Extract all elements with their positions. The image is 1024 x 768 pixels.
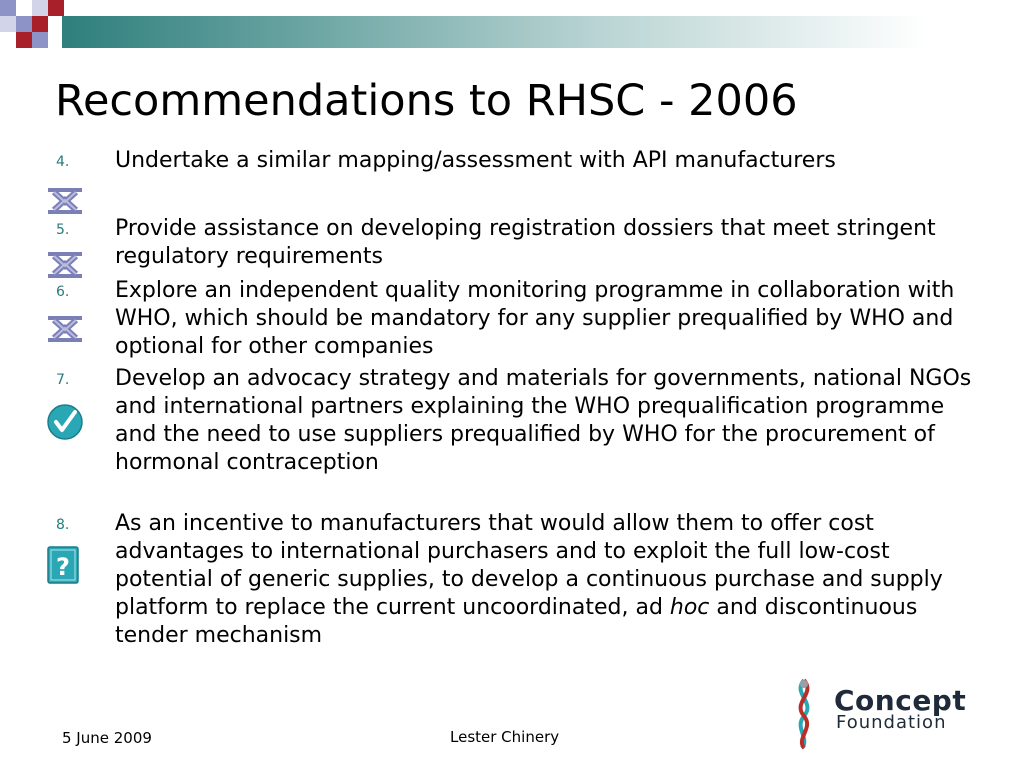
title-gradient-bar [62,16,1024,48]
item-number: 4. [56,154,70,170]
svg-text:?: ? [56,553,70,581]
item-text: As an incentive to manufacturers that would allow them to offer cost advantages to international purchasers and to exploit the full low-cost potential of generic supplies, to develop a continuous purchase and supply platform to replace the current uncoordinated, ad [115,511,943,620]
question-icon [45,544,85,584]
deco-square [16,0,32,16]
item-number: 7. [56,372,70,388]
logo-text: Concept [834,684,967,717]
item-text: and discontinuous tender mechanism [115,595,918,648]
deco-square [0,16,16,32]
deco-square [32,16,48,32]
item-number: 5. [56,222,70,238]
slide-title: Recommendations to RHSC - 2006 [55,76,798,126]
item-number: 8. [56,517,70,533]
list-item: Develop an advocacy strategy and materials for governments, national NGOs and international partners explaining the WHO prequalification programme and the need to use suppliers prequalified by WHO for the procurement of hormonal contraception [115,366,972,475]
deco-square [32,0,48,16]
x-icon [45,308,85,348]
deco-square [48,0,64,16]
footer-author: Lester Chinery [450,728,560,746]
list-item: Explore an independent quality monitoring programme in collaboration with WHO, which should be mandatory for any supplier prequalified by WHO and optional for other companies [115,278,955,359]
list-item: Undertake a similar mapping/assessment with API manufacturers [115,148,836,173]
logo-text: Foundation [836,712,947,733]
item-number: 6. [56,284,70,300]
x-icon [45,244,85,284]
item-text-italic: hoc [669,595,710,620]
x-icon [45,180,85,220]
deco-square [0,0,16,16]
deco-square [16,32,32,48]
deco-square [16,16,32,32]
list-item: Provide assistance on developing registration dossiers that meet stringent regulatory requirements [115,216,936,269]
list-item [115,510,985,650]
deco-square [32,32,48,48]
check-icon [45,402,85,442]
footer-date: 5 June 2009 [62,729,152,747]
title-decoration [0,0,1024,48]
